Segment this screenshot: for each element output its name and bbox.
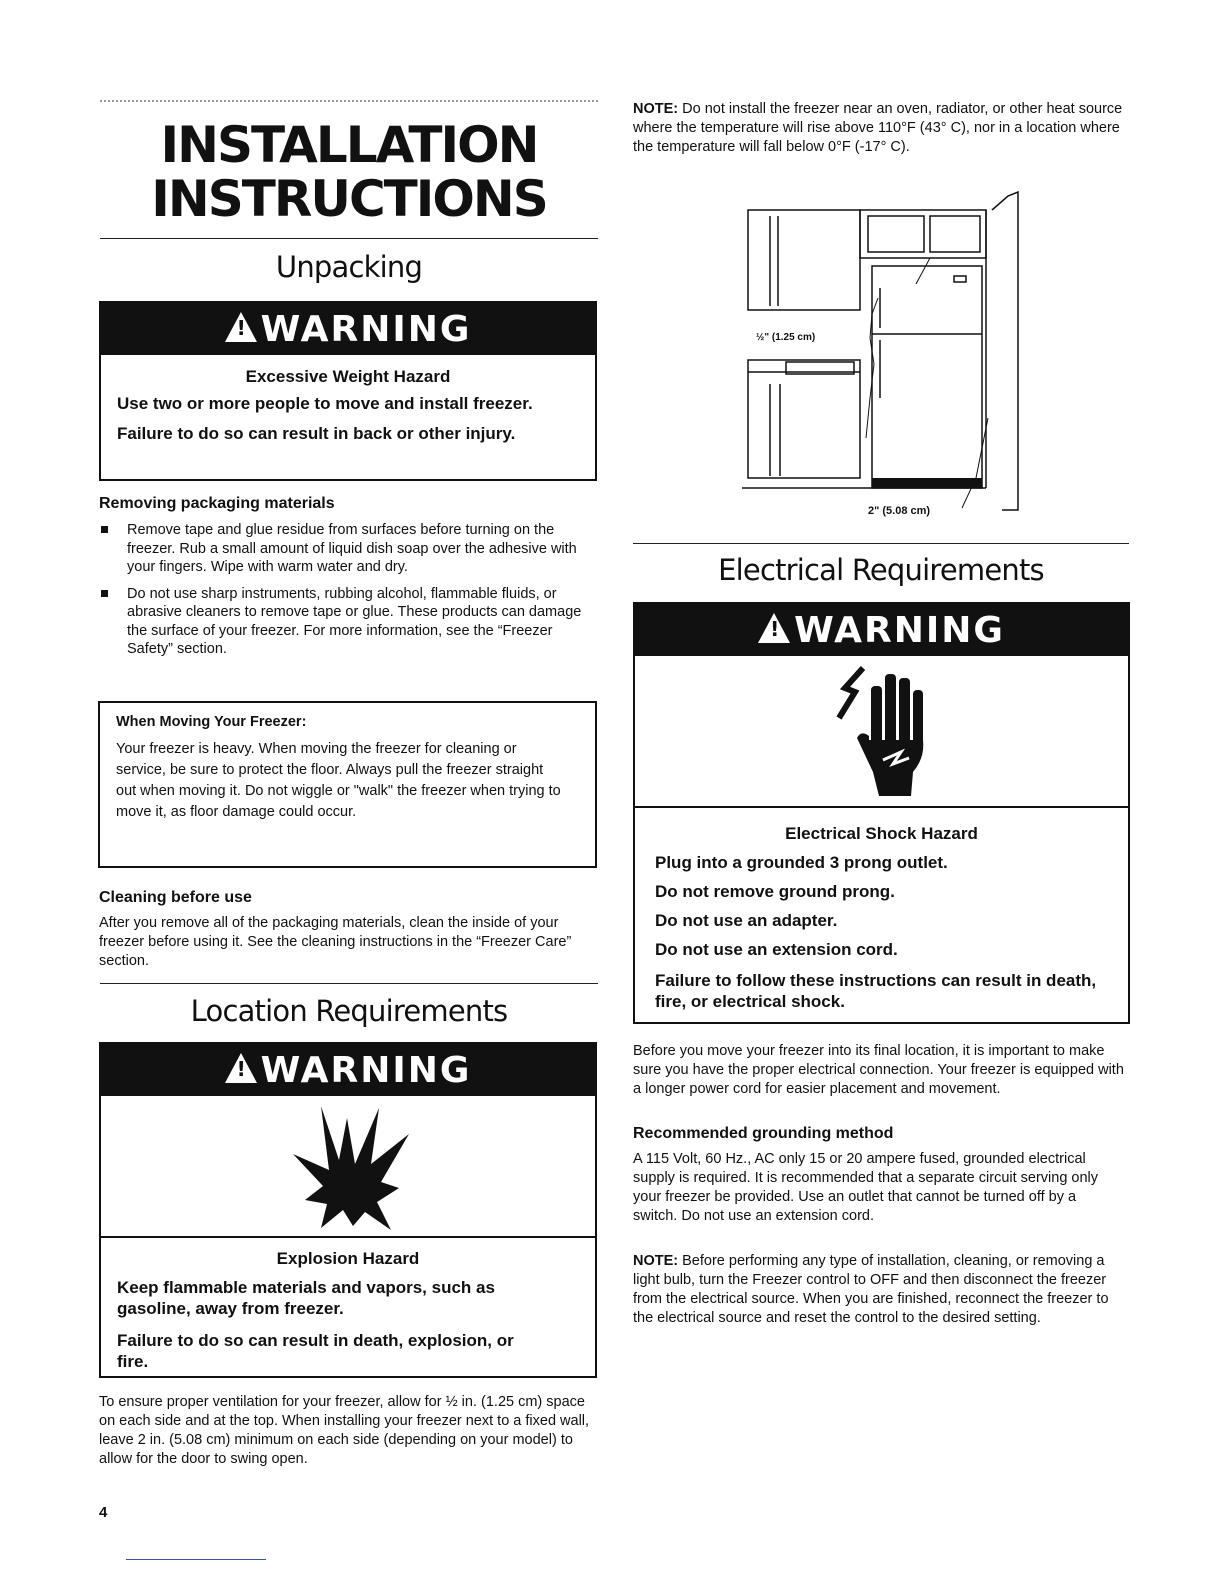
warning-header [635,604,1128,656]
section-divider [100,983,598,984]
weight-warning-box [99,301,597,481]
electrical-warning-box [633,602,1130,1024]
bullet-text: Remove tape and glue residue from surfaces before turning on the freezer. Rub a small amount of liquid dish soap over the adhesive with your fingers. Wipe with warm water and dry. [127,522,577,575]
grounding-heading: Recommended grounding method [633,1125,894,1142]
ventilation-text: To ensure proper ventilation for your freezer, allow for ½ in. (1.25 cm) space on each side and at the top. When installing your freezer next to a fixed wall, leave 2 in. (5.08 cm) minimum on each side (depending on your model) to allow for the door to swing open. [99,1394,590,1467]
explosion-icon-area [101,1096,595,1238]
removing-packaging-heading: Removing packaging materials [99,495,335,512]
section-divider [100,238,598,239]
page-number: 4 [99,1504,108,1521]
hazard-instruction: Do not use an extension cord. [655,940,898,959]
bullet-square-icon [101,526,108,533]
bullet-square-icon [101,590,108,597]
hazard-instruction: Keep flammable materials and vapors, such as gasoline, away from freezer. [117,1278,495,1318]
hazard-instruction: Do not remove ground prong. [655,882,895,901]
list-item [99,585,591,659]
electrical-section-title: Electrical Requirements [718,553,1044,587]
hazard-instruction: Plug into a grounded 3 prong outlet. [655,853,948,872]
note-label: NOTE: [633,1253,679,1269]
note-label: NOTE: [633,101,679,117]
moving-box-text: Your freezer is heavy. When moving the freezer for cleaning or service, be sure to protect the floor. Always pull the freezer straight out when moving it. Do not wiggle or "walk" the freezer when trying to move it, as floor damage could occur. [116,741,561,820]
warning-triangle-icon [758,613,790,643]
temperature-note [633,100,1127,157]
moving-freezer-box [98,701,597,868]
hazard-consequence: Failure to follow these instructions can result in death, fire, or electrical shock. [655,971,1097,1011]
warning-header [101,1044,595,1096]
note-text: Before performing any type of installation, cleaning, or removing a light bulb, turn the Freezer control to OFF and then disconnect the freezer from the electrical source. When you are finished, reconnect the freezer to the electrical source and reset the control to the desired setting. [633,1253,1109,1326]
bullet-text: Do not use sharp instruments, rubbing alcohol, flammable fluids, or abrasive cleaners to remove tape or glue. These products can damage the surface of your freezer. For more information, see the “Freezer Safety” section. [127,585,582,657]
page-title-line1: INSTALLATION [160,116,538,174]
warning-label: WARNING [260,309,472,350]
warning-label: WARNING [260,1050,472,1091]
warning-header [101,303,595,355]
diagram-label-bottom: 2" (5.08 cm) [868,505,931,517]
hazard-instruction: Use two or more people to move and install freezer. [117,394,533,413]
grounding-text: A 115 Volt, 60 Hz., AC only 15 or 20 ampere fused, grounded electrical supply is required. It is recommended that a separate circuit serving only your freezer be provided. Use an outlet that cannot be turned off by a switch. Do not use an extension cord. [633,1151,1099,1224]
explosion-icon [281,1098,421,1238]
warning-triangle-icon [225,312,257,342]
hazard-title: Explosion Hazard [276,1249,420,1268]
diagram-label-top: ½" (1.25 cm) [756,332,816,343]
hazard-instruction: Do not use an adapter. [655,911,838,930]
section-divider [633,543,1129,544]
cleaning-heading: Cleaning before use [99,889,252,906]
page-title [100,118,598,226]
packaging-bullet-list [99,521,591,667]
cleaning-text: After you remove all of the packaging materials, clean the inside of your freezer before using it. See the cleaning instructions in the “Freezer Care” section. [99,915,572,969]
electrical-shock-hand-icon [823,662,953,802]
hazard-consequence: Failure to do so can result in death, explosion, or fire. [117,1331,514,1371]
hazard-title: Electrical Shock Hazard [785,824,978,843]
warning-triangle-icon [225,1053,257,1083]
moving-box-title: When Moving Your Freezer: [116,714,307,730]
list-item [99,521,591,577]
hazard-title: Excessive Weight Hazard [245,367,451,386]
page-title-line2: INSTRUCTIONS [151,170,547,228]
hazard-consequence: Failure to do so can result in back or other injury. [117,424,516,443]
unpacking-section-title: Unpacking [275,250,423,284]
note-text: Do not install the freezer near an oven, radiator, or other heat source where the temperature will rise above 110°F (43° C), nor in a location where the temperature will fall below 0°F (-17° C). [633,101,1123,155]
top-decorative-rule [100,100,598,102]
footer-rule [126,1559,266,1560]
clearance-diagram [740,188,1030,528]
shock-icon-area [635,656,1128,808]
location-section-title: Location Requirements [190,994,508,1028]
explosion-warning-box [99,1042,597,1378]
disconnect-note [633,1252,1127,1328]
warning-label: WARNING [794,610,1005,651]
electrical-intro-text: Before you move your freezer into its final location, it is important to make sure you have the proper electrical connection. Your freezer is equipped with a longer power cord for easier placement and movement. [633,1043,1124,1097]
